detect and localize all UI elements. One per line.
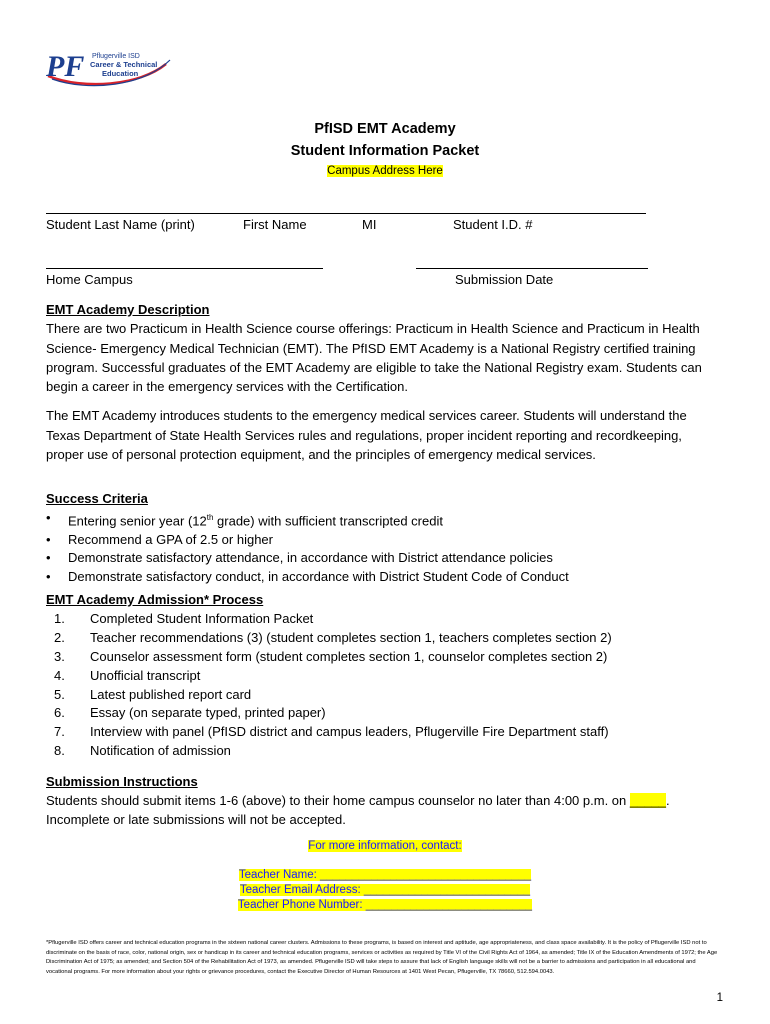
criteria-section xyxy=(46,490,722,586)
process-item: 5. Latest published report card xyxy=(54,686,252,702)
description-heading: EMT Academy Description xyxy=(46,302,210,317)
home-campus-label: Home Campus xyxy=(46,272,133,287)
process-item: 4. Unofficial transcript xyxy=(54,667,201,683)
svg-text:Education: Education xyxy=(102,69,139,78)
document-title: PfISD EMT Academy xyxy=(314,121,456,137)
teacher-name-field: Teacher Name: _________________________________ xyxy=(238,869,532,881)
home-campus-line xyxy=(46,268,323,269)
process-item: 2. Teacher recommendations (3) (student completes section 1, teachers completes section 2) xyxy=(54,629,612,645)
svg-text:Pflugerville ISD: Pflugerville ISD xyxy=(92,53,140,60)
page-number: 1 xyxy=(716,992,723,1004)
process-item: 3. Counselor assessment form (student completes section 1, counselor completes section 2) xyxy=(54,648,608,664)
last-name-label: Student Last Name (print) xyxy=(46,217,195,232)
pfisd-cte-logo xyxy=(44,46,174,88)
criteria-item: • Recommend a GPA of 2.5 or higher xyxy=(46,531,722,550)
submission-section xyxy=(46,772,722,829)
process-list xyxy=(46,610,722,761)
submission-line-2: Incomplete or late submissions will not be accepted. xyxy=(46,812,346,827)
process-heading: EMT Academy Admission* Process xyxy=(46,592,264,607)
name-id-line xyxy=(46,213,646,214)
document-subtitle: Student Information Packet xyxy=(290,143,480,159)
process-item: 8. Notification of admission xyxy=(54,743,231,759)
contact-intro: For more information, contact: xyxy=(308,840,462,852)
criteria-item: • Demonstrate satisfactory attendance, in accordance with District attendance policies xyxy=(46,549,722,568)
process-item: 1. Completed Student Information Packet xyxy=(54,610,314,626)
criteria-list xyxy=(46,509,722,587)
description-paragraph-1: There are two Practicum in Health Science course offerings: Practicum in Health Science and Practicum in Health Science- Emergency Medical Technician (EMT). The PfISD EMT Academy is a National Registry certified training program. Successful graduates of the EMT Academy are eligible to take the National Registry exam. Students can begin a career in the emergency services with the Certification. xyxy=(46,321,702,395)
svg-text:Career & Technical: Career & Technical xyxy=(90,60,158,69)
description-paragraph-2: The EMT Academy introduces students to the emergency medical services career. Students will understand the Texas Department of State Health Services rules and regulations, proper incident reporting and recordkeeping, proper use of personal protection equipment, and the principles of emergency medical services. xyxy=(46,408,687,463)
criteria-heading: Success Criteria xyxy=(46,491,148,506)
description-section xyxy=(46,300,722,464)
deadline-blank: _____ xyxy=(629,793,667,808)
mi-label: MI xyxy=(362,217,377,232)
teacher-email-field: Teacher Email Address: __________________________ xyxy=(239,884,531,896)
teacher-phone-field: Teacher Phone Number: __________________________ xyxy=(237,899,533,911)
submission-date-line xyxy=(416,268,648,269)
criteria-item: • Demonstrate satisfactory conduct, in accordance with District Student Code of Conduct xyxy=(46,568,722,587)
campus-address-placeholder: Campus Address Here xyxy=(327,165,443,177)
submission-date-label: Submission Date xyxy=(455,272,554,287)
svg-text:PF: PF xyxy=(46,50,85,83)
footnote: *Pflugerville ISD offers career and technical education programs in the sixteen national career clusters. Admissions to these programs, is based on interest and aptitude, age appropriateness, and class space availability. It is the policy of Pflugerville ISD not to discriminate on the basis of race, color, national origin, sex or handicap in its career and technical education programs, services or activities as required by Title VI of the Civil Rights Act of 1964, as amended; Title IX of the Education Amendments of 1972; the Age Discrimination Act of 1975; as amended; and Section 504 of the Rehabilitation Act of 1973, as amended. Pflugerville ISD will take steps to assure that lack of English language skills will not be a barrier to admissions and participation in all educational and vocational programs. For more information about your rights or grievance procedures, contact the Executive Director of Human Resources at 1401 West Pecan, Pflugerville, TX 78660, 512.594.0043. xyxy=(46,940,718,975)
student-id-label: Student I.D. # xyxy=(453,217,533,232)
process-section xyxy=(46,591,722,761)
process-item: 7. Interview with panel (PfISD district and campus leaders, Pflugerville Fire Department staff) xyxy=(54,724,609,740)
submission-heading: Submission Instructions xyxy=(46,774,198,789)
process-item: 6. Essay (on separate typed, printed paper) xyxy=(54,705,326,721)
submission-line-1: Students should submit items 1-6 (above) to their home campus counselor no later than 4:00 p.m. on _____. xyxy=(46,793,670,808)
first-name-label: First Name xyxy=(243,217,307,232)
criteria-item: • Entering senior year (12th grade) with sufficient transcripted credit xyxy=(46,509,722,531)
